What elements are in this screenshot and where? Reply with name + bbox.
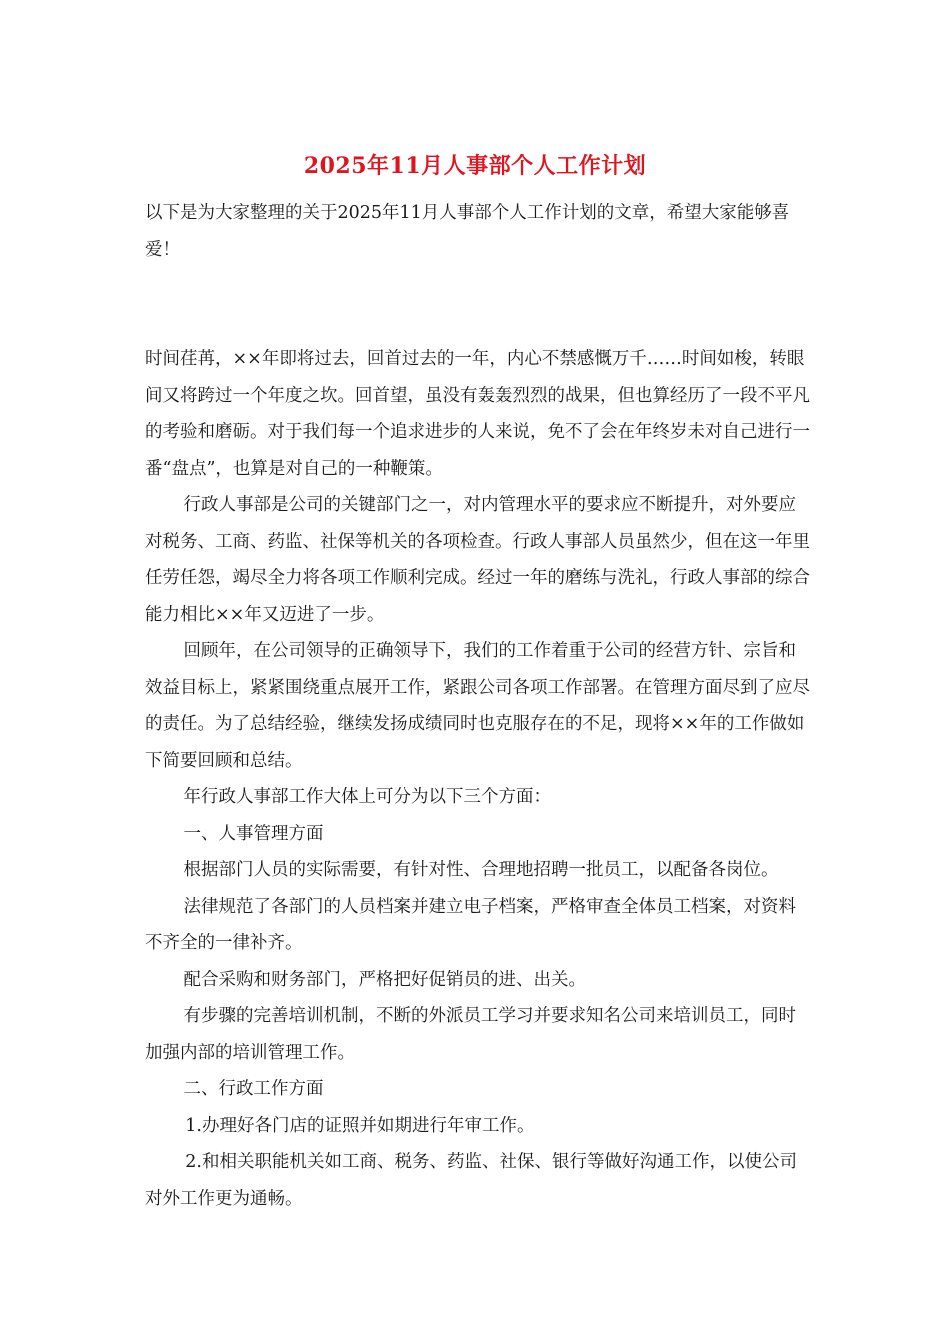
blank-gap [145,268,810,341]
paragraph-8: 有步骤的完善培训机制，不断的外派员工学习并要求知名公司来培训员工，同时加强内部的培训管理工作。 [145,1006,796,1063]
paragraph-1: 时间荏苒，××年即将过去，回首过去的一年，内心不禁感慨万千……时间如梭，转眼间又将跨过一个年度之坎。回首望，虽没有轰轰烈烈的战果，但也算经历了一段不平凡的考验和磨砺。对于我们每一个追求进步的人来说，免不了会在年终岁未对自己进行一番“盘点”，也算是对自己的一种鞭策。 [145,349,810,479]
section-heading-personnel: 一、人事管理方面 [183,823,324,844]
paragraph-2: 行政人事部是公司的关键部门之一，对内管理水平的要求应不断提升，对外要应对税务、工商、药监、社保等机关的各项检查。行政人事部人员虽然少，但在这一年里任劳任怨，竭尽全力将各项工作顺利完成。经过一年的磨练与洗礼，行政人事部的综合能力相比××年又迈进了一步。 [145,495,810,625]
list-item-1: 1.办理好各门店的证照并如期进行年审工作。 [185,1115,535,1136]
list-item-2: 2.和相关职能机关如工商、税务、药监、社保、银行等做好沟通工作，以使公司对外工作更为通畅。 [145,1152,797,1209]
document-body [145,195,810,1217]
section-heading-admin: 二、行政工作方面 [183,1079,324,1099]
paragraph-3: 回顾年，在公司领导的正确领导下，我们的工作着重于公司的经营方针、宗旨和效益目标上，紧紧围绕重点展开工作，紧跟公司各项工作部署。在管理方面尽到了应尽的责任。为了总结经验，继续发扬成绩同时也克服存在的不足，现将××年的工作做如下简要回顾和总结。 [145,641,810,771]
document-title: 2025年11月人事部个人工作计划 [303,153,647,179]
paragraph-7: 配合采购和财务部门，严格把好促销员的进、出关。 [183,969,586,990]
paragraph-4: 年行政人事部工作大体上可分为以下三个方面： [183,787,551,807]
paragraph-6: 法律规范了各部门的人员档案并建立电子档案，严格审查全体员工档案，对资料不齐全的一律补齐。 [145,896,796,953]
paragraph-5: 根据部门人员的实际需要，有针对性、合理地招聘一批员工，以配备各岗位。 [183,860,779,880]
intro-paragraph: 以下是为大家整理的关于2025年11月人事部个人工作计划的文章，希望大家能够喜爱！ [145,203,790,260]
